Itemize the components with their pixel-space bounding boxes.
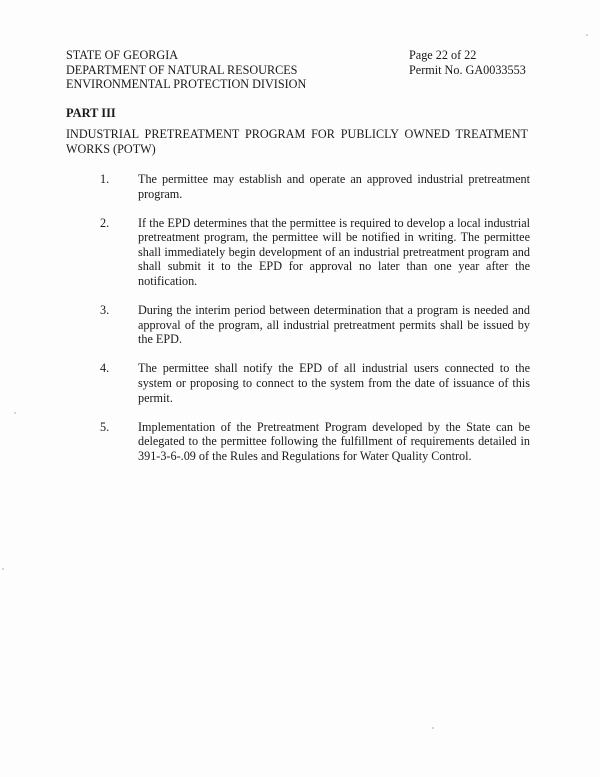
item-number: 4. xyxy=(100,361,110,376)
item-number: 3. xyxy=(100,303,110,318)
list-item xyxy=(66,420,530,464)
page-info-header xyxy=(409,48,526,77)
item-number: 5. xyxy=(100,419,110,434)
list-item xyxy=(66,216,530,289)
part-heading: PART III xyxy=(66,106,116,120)
list-item xyxy=(66,172,530,201)
permit-number: Permit No. GA0033553 xyxy=(409,62,526,77)
list-item xyxy=(66,303,530,347)
item-text: During the interim period between determination that a program is needed and approval of the program, all industrial pretreatment permits shall be issued by the EPD. xyxy=(138,303,530,347)
scan-speck xyxy=(586,34,588,36)
condition-list xyxy=(66,172,530,478)
item-number: 2. xyxy=(100,215,110,230)
agency-header xyxy=(66,48,306,92)
item-text: If the EPD determines that the permittee is required to develop a local industrial pretreatment program, the permittee will be notified in writing. The permittee shall immediately begin development of an industrial pretreatment program and shall submit it to the EPD for approval no later than one year after the notification. xyxy=(138,215,530,289)
header-division: ENVIRONMENTAL PROTECTION DIVISION xyxy=(66,77,307,92)
page-number: Page 22 of 22 xyxy=(409,48,477,62)
section-title: INDUSTRIAL PRETREATMENT PROGRAM FOR PUBLICLY OWNED TREATMENT WORKS (POTW) xyxy=(66,127,528,156)
scan-speck xyxy=(2,568,4,570)
item-number: 1. xyxy=(100,172,110,186)
item-text: The permittee shall notify the EPD of all industrial users connected to the system or proposing to connect to the system from the date of issuance of this permit. xyxy=(138,361,530,405)
item-text: The permittee may establish and operate an approved industrial pretreatment program. xyxy=(138,172,530,201)
list-item xyxy=(66,361,530,405)
header-department: DEPARTMENT OF NATURAL RESOURCES xyxy=(66,62,298,77)
header-state: STATE OF GEORGIA xyxy=(66,48,179,62)
item-text: Implementation of the Pretreatment Program developed by the State can be delegated to the permittee following the fulfillment of requirements detailed in 391-3-6-.09 of the Rules and Regulations for Water Quality Control. xyxy=(138,419,530,463)
scan-speck xyxy=(14,412,16,414)
scan-speck xyxy=(432,727,434,729)
